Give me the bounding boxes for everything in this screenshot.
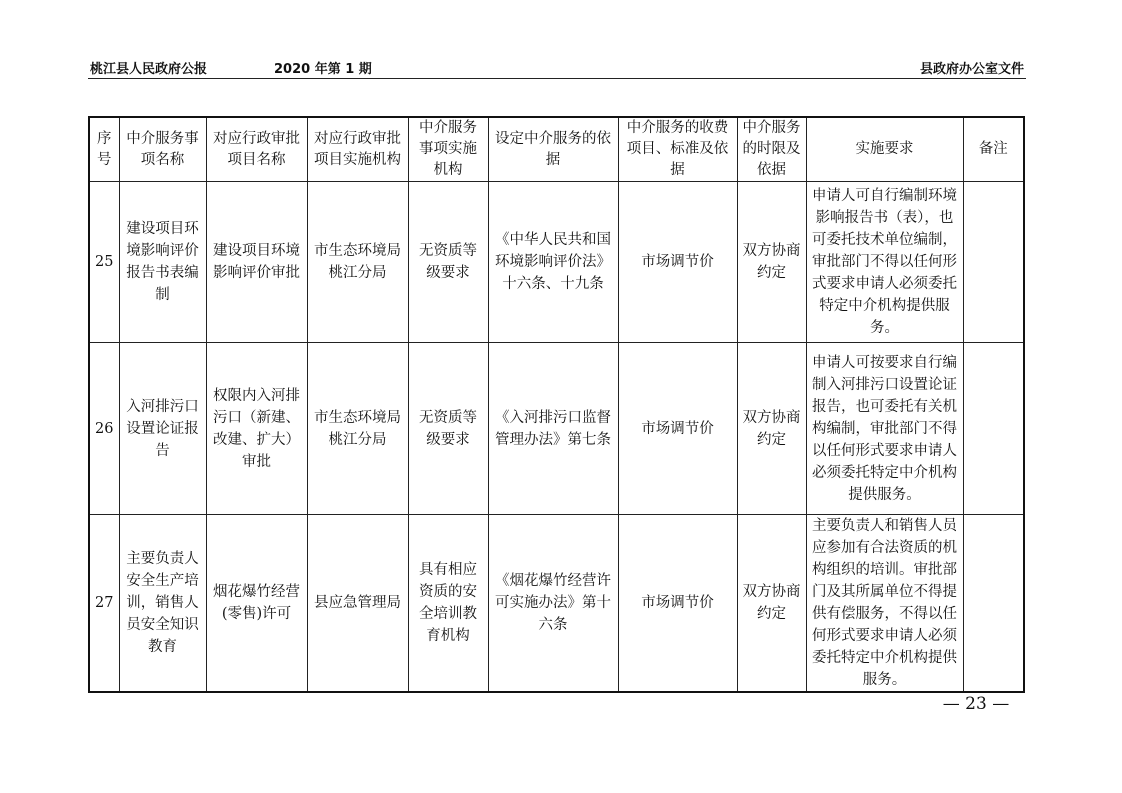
time-limit: 双方协商约定 xyxy=(737,515,806,693)
requirement: 主要负责人和销售人员应参加有合法资质的机构组织的培训。审批部门及其所属单位不得提供有偿服务，不得以任何形式要求申请人必须委托特定中介机构提供服务。 xyxy=(806,515,963,693)
fee-standard: 市场调节价 xyxy=(618,515,737,693)
col-header-no: 序号 xyxy=(89,117,119,182)
intermediary-services-table xyxy=(88,116,1025,693)
col-header-approval: 对应行政审批项目名称 xyxy=(206,117,307,182)
service-provider: 具有相应资质的安全培训教育机构 xyxy=(408,515,488,693)
requirement: 申请人可自行编制环境影响报告书（表），也可委托技术单位编制，审批部门不得以任何形式要求申请人必须委托特定中介机构提供服务。 xyxy=(806,182,963,343)
table-row xyxy=(89,343,1024,515)
service-provider: 无资质等级要求 xyxy=(408,343,488,515)
fee-standard: 市场调节价 xyxy=(618,182,737,343)
col-header-service: 中介服务事项名称 xyxy=(119,117,206,182)
col-header-provider: 中介服务事项实施机构 xyxy=(408,117,488,182)
col-header-time: 中介服务的时限及依据 xyxy=(737,117,806,182)
time-limit: 双方协商约定 xyxy=(737,182,806,343)
fee-standard: 市场调节价 xyxy=(618,343,737,515)
publication-title: 桃江县人民政府公报 xyxy=(90,62,208,77)
service-name: 主要负责人安全生产培训，销售人员安全知识教育 xyxy=(119,515,206,693)
approval-item: 建设项目环境影响评价审批 xyxy=(206,182,307,343)
table-header-row xyxy=(89,117,1024,182)
approval-item: 烟花爆竹经营(零售)许可 xyxy=(206,515,307,693)
row-number: 27 xyxy=(89,515,119,693)
approval-agency: 县应急管理局 xyxy=(307,515,408,693)
approval-item: 权限内入河排污口（新建、改建、扩大）审批 xyxy=(206,343,307,515)
approval-agency: 市生态环境局桃江分局 xyxy=(307,182,408,343)
col-header-remark: 备注 xyxy=(963,117,1024,182)
issue-number: 2020 年第 1 期 xyxy=(274,62,372,77)
approval-agency: 市生态环境局桃江分局 xyxy=(307,343,408,515)
row-number: 25 xyxy=(89,182,119,343)
row-number: 26 xyxy=(89,343,119,515)
remark xyxy=(963,182,1024,343)
col-header-requirement: 实施要求 xyxy=(806,117,963,182)
col-header-fee: 中介服务的收费项目、标准及依据 xyxy=(618,117,737,182)
remark xyxy=(963,343,1024,515)
service-name: 建设项目环境影响评价报告书表编制 xyxy=(119,182,206,343)
section-title: 县政府办公室文件 xyxy=(919,62,1024,77)
table-row xyxy=(89,182,1024,343)
requirement: 申请人可按要求自行编制入河排污口设置论证报告，也可委托有关机构编制，审批部门不得以任何形式要求申请人必须委托特定中介机构提供服务。 xyxy=(806,343,963,515)
col-header-agency: 对应行政审批项目实施机构 xyxy=(307,117,408,182)
legal-basis: 《入河排污口监督管理办法》第七条 xyxy=(488,343,618,515)
legal-basis: 《中华人民共和国环境影响评价法》十六条、十九条 xyxy=(488,182,618,343)
page-header xyxy=(88,54,1026,79)
page-number: — 23 — xyxy=(942,694,1010,714)
table-row xyxy=(89,515,1024,693)
service-name: 入河排污口设置论证报告 xyxy=(119,343,206,515)
remark xyxy=(963,515,1024,693)
time-limit: 双方协商约定 xyxy=(737,343,806,515)
col-header-basis: 设定中介服务的依据 xyxy=(488,117,618,182)
legal-basis: 《烟花爆竹经营许可实施办法》第十六条 xyxy=(488,515,618,693)
service-provider: 无资质等级要求 xyxy=(408,182,488,343)
